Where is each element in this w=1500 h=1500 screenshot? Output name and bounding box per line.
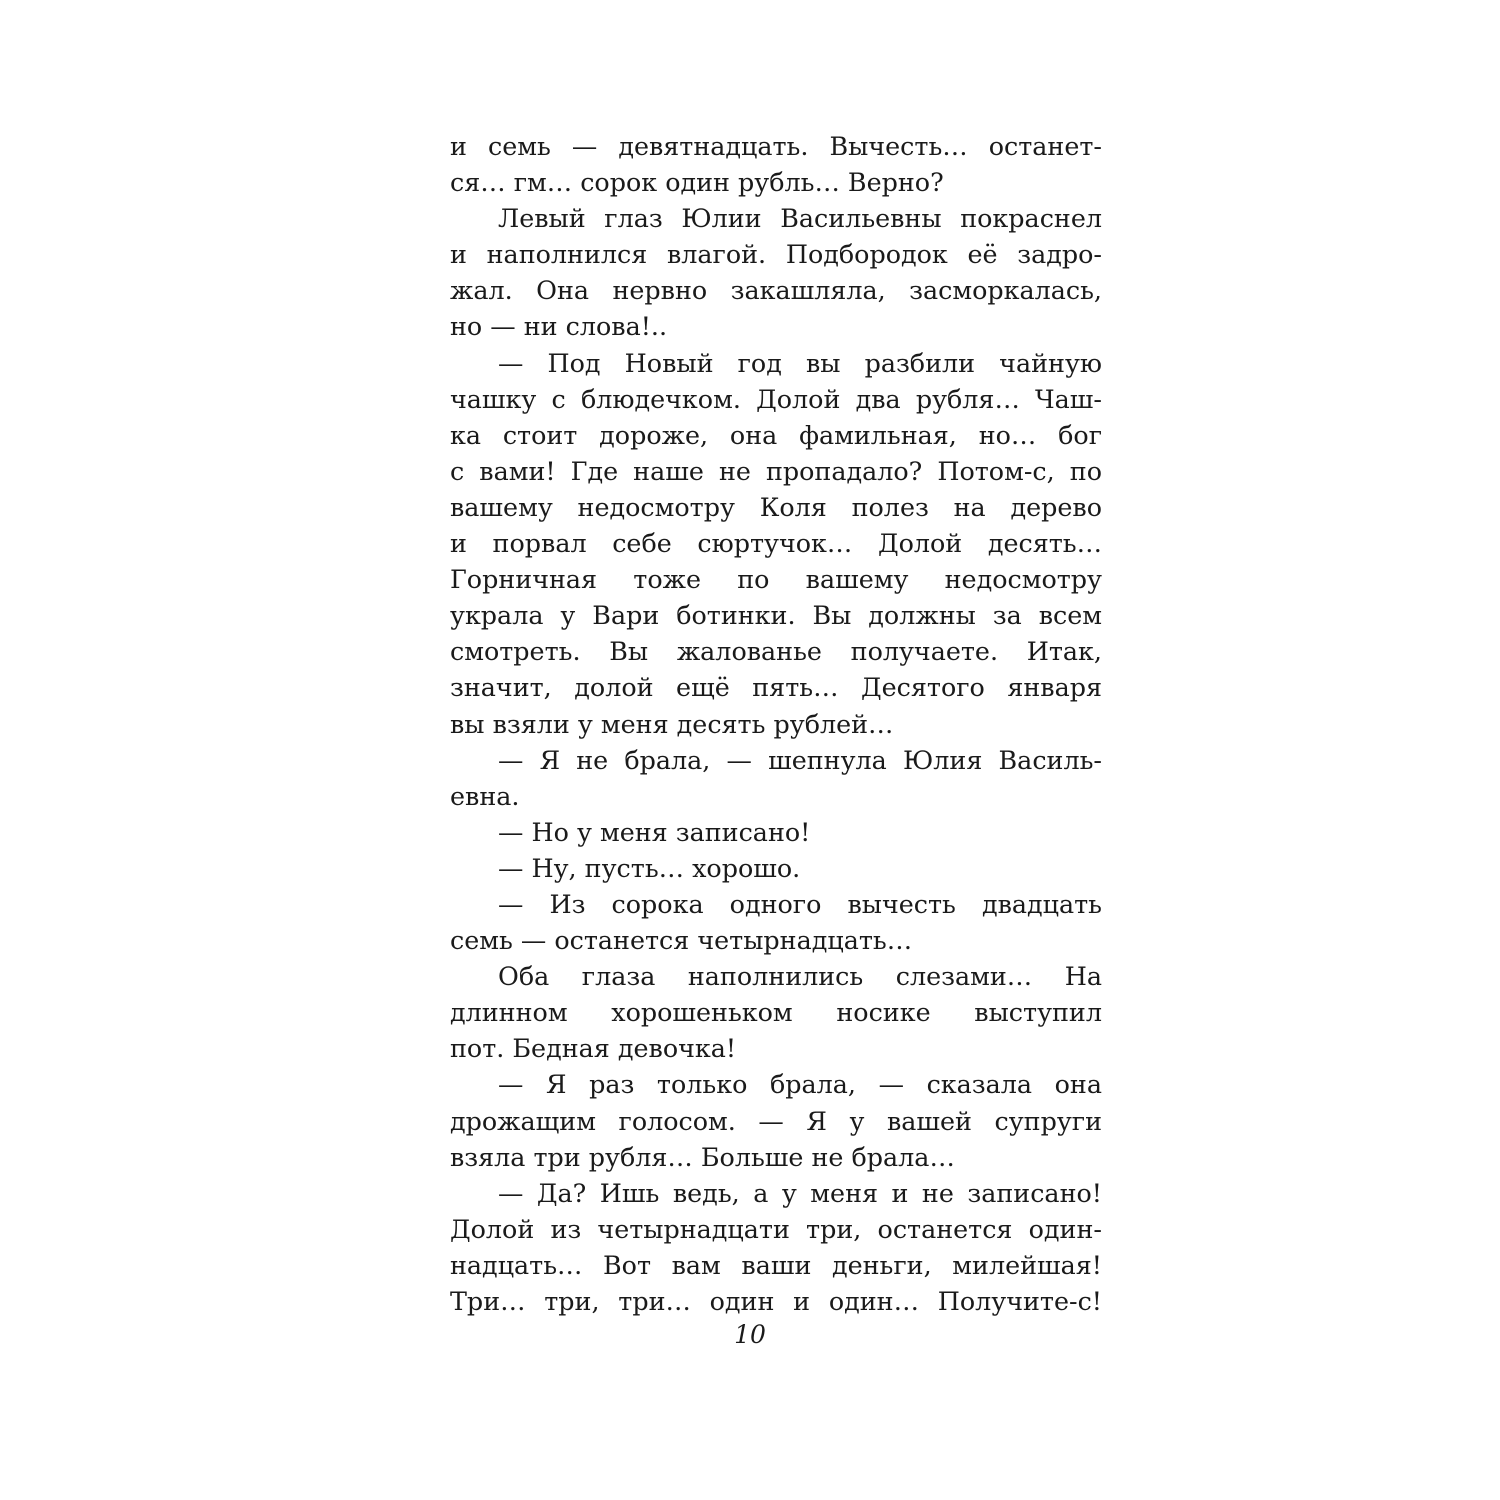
text-line: — Ну, пусть… хорошо.	[498, 852, 801, 883]
text-line: надцать… Вот вам ваши деньги, милейшая!	[450, 1249, 1102, 1280]
text-line: — Но у меня записано!	[498, 816, 811, 847]
text-line: ка стоит дороже, она фамильная, но… бог	[450, 419, 1102, 450]
text-line: взяла три рубля… Больше не брала…	[450, 1141, 955, 1172]
text-line: жал. Она нервно закашляла, засморкалась,	[450, 275, 1102, 306]
text-line: чашку с блюдечком. Долой два рубля… Чаш-	[450, 383, 1102, 414]
text-line: — Я раз только брала, — сказала она	[498, 1069, 1102, 1100]
text-line: украла у Вари ботинки. Вы должны за всем	[450, 600, 1102, 631]
text-line: но — ни слова!..	[450, 311, 668, 342]
text-line: значит, долой ещё пять… Десятого января	[450, 672, 1102, 703]
text-line: — Я не брала, — шепнула Юлия Василь-	[498, 744, 1102, 775]
text-line: смотреть. Вы жалованье получаете. Итак,	[450, 636, 1102, 667]
page-number: 10	[734, 1320, 766, 1349]
text-line: ся… гм… сорок один рубль… Верно?	[450, 167, 944, 198]
page-text	[450, 128, 1102, 1319]
text-line: и порвал себе сюртучок… Долой десять…	[450, 528, 1102, 559]
text-line: Оба глаза наполнились слезами… На	[498, 961, 1102, 992]
text-line: длинном хорошеньком носике выступил	[450, 997, 1102, 1028]
text-line: евна.	[450, 780, 520, 811]
text-line: и наполнился влагой. Подбородок её задро-	[450, 239, 1102, 270]
text-line: с вами! Где наше не пропадало? Потом-с, по	[450, 455, 1102, 486]
text-line: вы взяли у меня десять рублей…	[450, 708, 894, 739]
text-line: пот. Бедная девочка!	[450, 1033, 737, 1064]
text-line: дрожащим голосом. — Я у вашей супруги	[450, 1105, 1102, 1136]
text-line: и семь — девятнадцать. Вычесть… останет-	[450, 131, 1102, 161]
text-line: семь — останется четырнадцать…	[450, 925, 913, 956]
text-line: — Под Новый год вы разбили чайную	[498, 347, 1102, 378]
text-line: вашему недосмотру Коля полез на дерево	[450, 491, 1102, 522]
text-line: — Да? Ишь ведь, а у меня и не записано!	[498, 1177, 1102, 1208]
text-line: Горничная тоже по вашему недосмотру	[450, 564, 1102, 595]
text-line: — Из сорока одного вычесть двадцать	[498, 888, 1102, 919]
text-line: Левый глаз Юлии Васильевны покраснел	[498, 203, 1102, 234]
text-line: Три… три, три… один и один… Получите-с!	[450, 1286, 1102, 1316]
text-line: Долой из четырнадцати три, останется один-	[450, 1213, 1102, 1244]
